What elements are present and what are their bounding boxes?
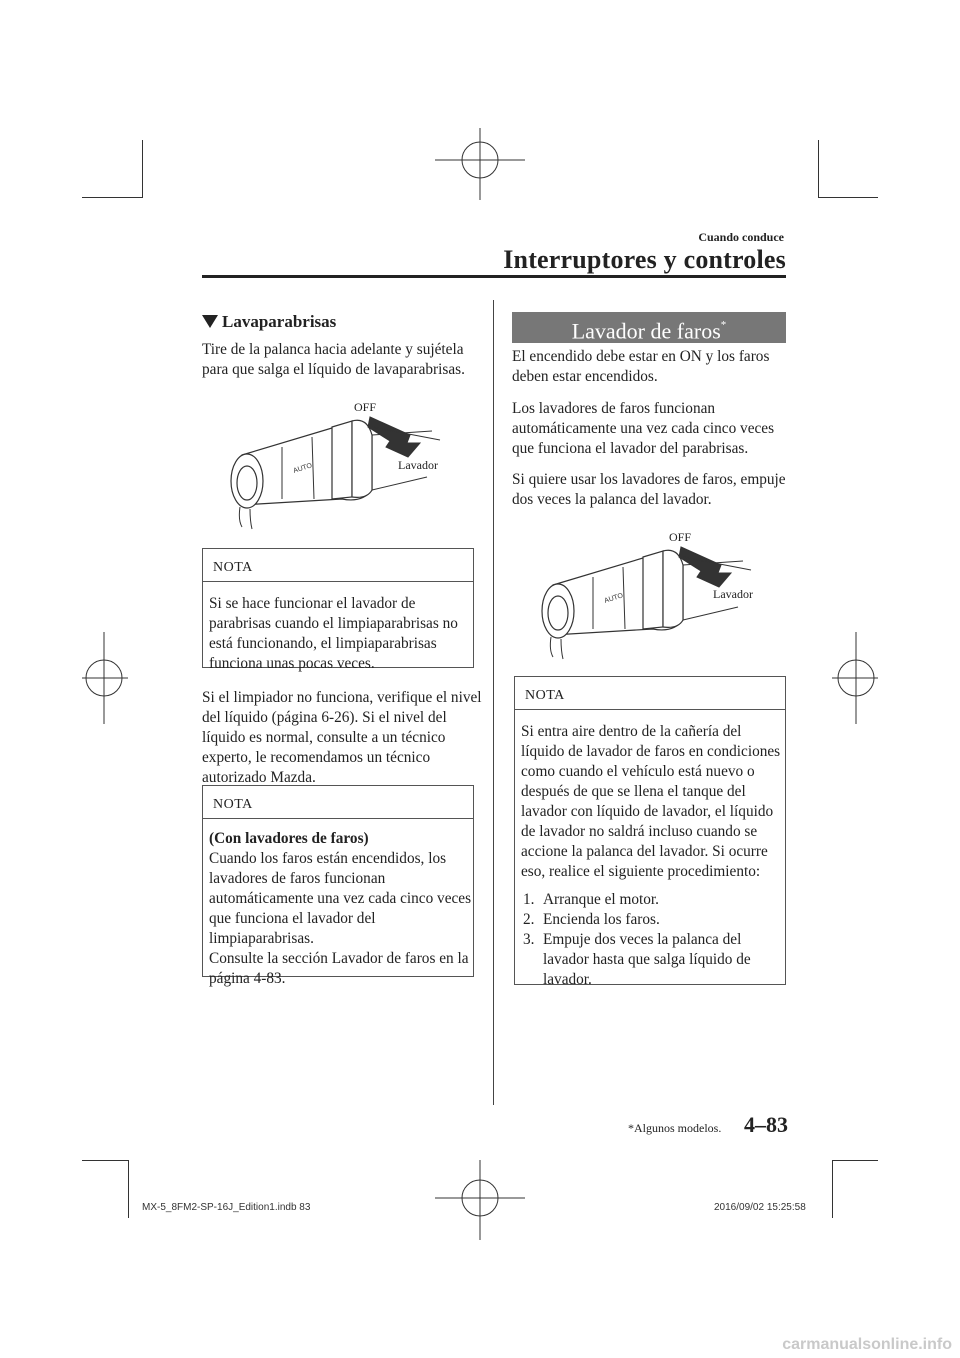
- nota-body-ref: Consulte la sección Lavador de faros en la página 4-83.: [209, 950, 469, 987]
- svg-text:AUTO: AUTO: [292, 462, 314, 475]
- page-title: Interruptores y controles: [503, 245, 786, 274]
- paragraph-ignition: El encendido debe estar en ON y los faros deben estar encendidos.: [512, 348, 770, 385]
- nota-body: Si entra aire dentro de la cañería del líquido de lavador de faros en condiciones como cuando el vehículo está nuevo o después de que se llena el tanque del lavador con líquido de lavador, el líquido de lavador no saldrá incluso cuando se accione la palanca del lavador. Si ocurre eso, realice el siguiente procedimiento:: [521, 723, 781, 880]
- lever-figure-right: [533, 525, 793, 660]
- procedure-steps: [521, 890, 781, 990]
- paragraph-check-fluid: Si el limpiador no funciona, verifique el nivel del líquido (página 6-26). Si el nivel del líquido es normal, consulte a un técnico experto, le recomendamos un técnico autorizado Mazda.: [202, 689, 482, 786]
- subhead-lavaparabrisas: [202, 312, 336, 332]
- wiper-lever-illustration: [222, 395, 482, 530]
- step-item: 3. Empuje dos veces la palanca del lavador hasta que salga líquido de lavador.: [523, 931, 751, 988]
- nota-box-2: [202, 785, 474, 987]
- header-rule: [202, 275, 786, 278]
- paragraph-push-twice: Si quiere usar los lavadores de faros, empuje dos veces la palanca del lavador.: [512, 471, 786, 508]
- nota-heading: NOTA: [203, 549, 473, 582]
- banner-asterisk: *: [720, 319, 727, 331]
- washer-label: Lavador: [713, 587, 753, 601]
- banner-title: Lavador de faros: [571, 318, 721, 344]
- column-divider: [493, 300, 494, 1105]
- nota-box-1: [202, 548, 474, 672]
- nota-body: Si se hace funcionar el lavador de parabrisas cuando el limpiaparabrisas no está funcionando, el limpiaparabrisas funciona unas pocas veces.: [209, 595, 458, 672]
- registration-mark-top: [430, 128, 530, 218]
- paragraph-auto-washers: Los lavadores de faros funcionan automáticamente una vez cada cinco veces que funciona el lavador del parabrisas.: [512, 400, 775, 457]
- nota-heading: NOTA: [203, 786, 473, 819]
- registration-mark-bottom: [430, 1160, 530, 1240]
- footnote-some-models: *Algunos modelos.: [628, 1121, 722, 1135]
- lever-figure-left: [222, 395, 482, 530]
- wiper-lever-illustration: [533, 525, 793, 660]
- off-label: OFF: [669, 530, 692, 544]
- nota-heading: NOTA: [515, 677, 785, 710]
- watermark: carmanualsonline.info: [782, 1336, 952, 1353]
- registration-mark-left: [82, 632, 128, 724]
- nota-bold-line: (Con lavadores de faros): [209, 830, 369, 847]
- subhead-text: Lavaparabrisas: [222, 312, 337, 331]
- washer-label: Lavador: [398, 458, 438, 472]
- step-item: 1. Arranque el motor.: [523, 891, 659, 908]
- step-item: 2. Encienda los faros.: [523, 911, 660, 928]
- nota-box-3: [514, 676, 786, 988]
- section-banner: [512, 312, 786, 343]
- svg-text:AUTO: AUTO: [603, 592, 625, 605]
- intro-paragraph: Tire de la palanca hacia adelante y sujétela para que salga el líquido de lavaparabrisas.: [202, 341, 465, 378]
- section-label: Cuando conduce: [698, 230, 784, 244]
- nota-body: Cuando los faros están encendidos, los lavadores de faros funcionan automáticamente una vez cada cinco veces que funciona el lavador del limpiaparabrisas.: [209, 850, 472, 947]
- print-slug-file: MX-5_8FM2-SP-16J_Edition1.indb 83: [142, 1202, 311, 1213]
- triangle-bullet-icon: [202, 315, 218, 328]
- registration-mark-right: [832, 632, 878, 724]
- print-slug-date: 2016/09/02 15:25:58: [714, 1202, 806, 1213]
- off-label: OFF: [354, 400, 377, 414]
- page-number: 4–83: [744, 1112, 788, 1137]
